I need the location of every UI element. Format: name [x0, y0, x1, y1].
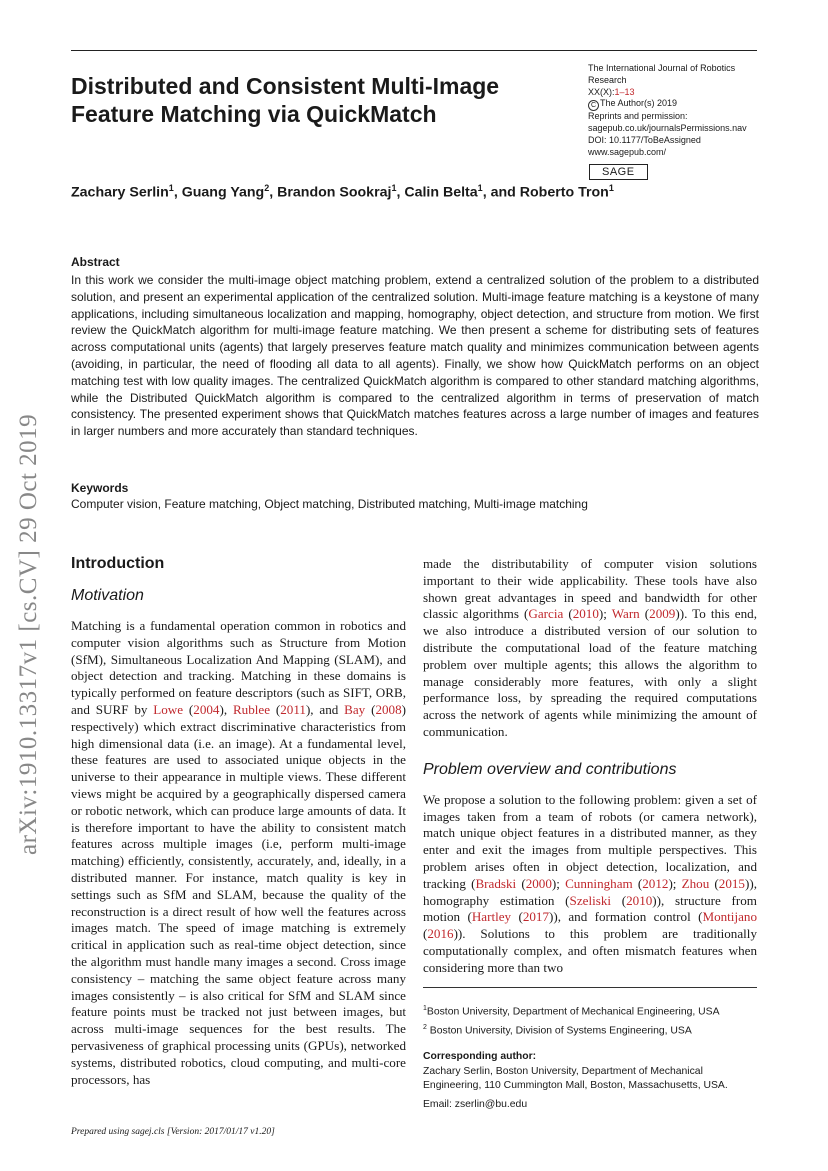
footnote-2: $^2$ Boston University, Division of Systems Engineering, USA [423, 1023, 692, 1037]
journal-volume: XX(X):1–13 [588, 86, 635, 97]
arxiv-stamp: arXiv:1910.13317v1 [cs.CV] 29 Oct 2019 [15, 413, 42, 855]
citation-link[interactable]: 2004 [193, 701, 220, 717]
sage-logo: SAGE [589, 164, 648, 180]
citation-link[interactable]: Cunningham [565, 875, 633, 891]
citation-link[interactable]: 2008 [375, 701, 402, 717]
citation-link[interactable]: 2010 [626, 892, 653, 908]
citation-link[interactable]: Warn [611, 606, 640, 622]
keywords-heading: Keywords [71, 481, 129, 495]
author-name: Brandon Sookraj [277, 184, 392, 201]
left-column [71, 553, 406, 1088]
citation-link[interactable]: Bradski [475, 875, 517, 891]
author-name: Guang Yang [181, 184, 265, 201]
correspondence-email: Email: zserlin@bu.edu [423, 1098, 528, 1110]
motivation-heading: Motivation [71, 587, 144, 604]
page-footer: Prepared using sagej.cls [Version: 2017/01/17 v1.20] [71, 1127, 275, 1137]
author-affiliation-mark: 1 [608, 183, 614, 193]
citation-link[interactable]: 2011 [280, 701, 306, 717]
journal-reprints: Reprints and permission: [588, 111, 688, 122]
abstract-text: In this work we consider the multi-image object matching problem, extend a centralized solution of the problem to a distributed solution, and present an experimental application of the centralized solution. Multi-image feature matching is a keystone of many applications, including simultaneous localization and mapping, homography, object detection, and structure from motion. We first review the QuickMatch algorithm for multi-image feature matching. We then present a scheme for distributing sets of features across computational units (agents) that largely preserves feature match quality and minimizes communication between agents (avoiding, in particular, the need of flooding all data to all agents). Finally, we show how QuickMatch performs on an object matching test with low quality images. The centralized QuickMatch algorithm is compared to other standard matching algorithms, while the Distributed QuickMatch algorithm is compared to the centralized algorithm in terms of preservation of match consistency. The presented experiment shows that QuickMatch matches features across a large number of images and features in larger numbers and more accurately than standard techniques. [71, 273, 759, 439]
author-affiliation-mark: 1 [391, 183, 397, 193]
footnote-rule [423, 987, 757, 988]
author-affiliation-mark: 2 [264, 183, 270, 193]
continuation-paragraph: made the distributability of computer vision solutions important to their wide applicability. These tools have also shown great advantages in speed and bandwidth for other classic algorithms (Garcia (2010); Warn (2009)). To this end, we also introduce a distributed version of our solution to distribute the computational load of the feature matching problem over multiple agents; this allows the algorithm to manage considerably more features, with only a slight performance loss, by spreading the required computations across the network of agents while minimizing the amount of communication. [423, 556, 757, 739]
correspondence-text: Zachary Serlin, Boston University, Department of Mechanical Engineering, 110 Cummington Mall, Boston, Massachusetts, USA. [423, 1065, 728, 1091]
citation-link[interactable]: 2009 [649, 606, 676, 622]
citation-link[interactable]: Rublee [232, 701, 271, 717]
author-affiliation-mark: 1 [477, 183, 483, 193]
citation-link[interactable]: Zhou [681, 875, 710, 891]
author-affiliation-mark: 1 [168, 183, 174, 193]
right-column [423, 556, 757, 977]
problem-overview-heading: Problem overview and contributions [423, 760, 677, 778]
author-list: Zachary Serlin$^1$, Guang Yang$^2$, Brandon Sookraj$^1$, Calin Belta$^1$, and Roberto Tron$^1$ [71, 183, 614, 201]
author-name: Calin Belta [404, 184, 478, 201]
citation-link[interactable]: 2017 [522, 909, 550, 925]
journal-reprints-url: sagepub.co.uk/journalsPermissions.nav [588, 123, 747, 134]
abstract-heading: Abstract [71, 255, 120, 269]
footnotes [423, 1002, 757, 1112]
citation-link[interactable]: Szeliski [569, 892, 612, 908]
paper-title: Distributed and Consistent Multi-Image Feature Matching via QuickMatch [71, 73, 500, 127]
journal-name: The International Journal of Robotics Research [588, 63, 736, 85]
journal-info [588, 63, 760, 180]
citation-link[interactable]: Garcia [528, 606, 564, 622]
citation-link[interactable]: Lowe [153, 701, 184, 717]
cls-name: sagej.cls [131, 1127, 165, 1137]
citation-link[interactable]: Bay [344, 701, 366, 717]
keywords-text: Computer vision, Feature matching, Object matching, Distributed matching, Multi-image matching [71, 497, 588, 511]
copyright-icon: C [588, 100, 599, 111]
journal-website: www.sagepub.com/ [588, 146, 667, 157]
motivation-paragraph: Matching is a fundamental operation common in robotics and computer vision algorithms such as Structure from Motion (SfM), Simultaneous Localization And Mapping (SLAM), and object detection and tracking. Matching in these domains is typically performed on feature descriptors (such as SIFT, ORB, and SURF by Lowe (2004), Rublee (2011), and Bay (2008) respectively) which extract discriminative characteristics from high dimensional data (i.e. an image). At a fundamental level, these features are used to associated unique objects in the universe to their appearance in multiple views. These different views might be acquired by a geographically dispersed camera or robotic network, which can produce large amounts of data. It is therefore important to have the ability to consistent match features across multiple images (i.e, perform multi-image matching) efficiently, consistently, accurately, and, ideally, in a distributed manner. For instance, match quality is key in settings such as SfM and SLAM, because the quality of the reconstruction is a direct result of how well the features across images match. The speed of image matching is extremely critical in application such as real-time object detection, since the algorithm must handle many images a second. Cross image consistency – matching the same object feature across many images consistently – is also critical for SfM and SLAM since feature points must be tracked not just between images, but across multi-image sequences for the best results. The pervasiveness of graphical processing units (GPUs), networked systems, distributed robotics, cloud computing, and multi-core processors, has [71, 618, 406, 1087]
citation-link[interactable]: 2000 [525, 875, 552, 891]
top-rule [71, 50, 757, 51]
introduction-heading: Introduction [71, 555, 165, 572]
citation-link[interactable]: 2012 [642, 875, 669, 891]
citation-link[interactable]: Montijano [702, 909, 757, 925]
citation-link[interactable]: 2016 [427, 926, 454, 942]
citation-link[interactable]: 2010 [572, 606, 599, 622]
citation-link[interactable]: Hartley [471, 909, 512, 925]
correspondence-heading: Corresponding author: [423, 1051, 537, 1063]
journal-doi: DOI: 10.1177/ToBeAssigned [588, 134, 701, 145]
author-name: Roberto Tron [519, 184, 609, 201]
author-name: Zachary Serlin [71, 184, 169, 201]
page-range-link[interactable]: 1–13 [614, 86, 635, 97]
footnote-1: $^1$Boston University, Department of Mechanical Engineering, USA [423, 1005, 720, 1018]
problem-overview-paragraph: We propose a solution to the following problem: given a set of images taken from a team of robots (or camera network), match unique object features in a distributed manner, as they enter and exit the images from multiple perspectives. This problem arises often in object detection, localization, and tracking (Bradski (2000); Cunningham (2012); Zhou (2015)), homography estimation (Szeliski (2010)), structure from motion (Hartley (2017)), and formation control (Montijano (2016)). Solutions to this problem are traditionally computationally complex, and often mismatch features when considering more than two [423, 791, 757, 975]
citation-link[interactable]: 2015 [718, 875, 745, 891]
journal-copyright: C The Author(s) 2019 [588, 98, 760, 111]
